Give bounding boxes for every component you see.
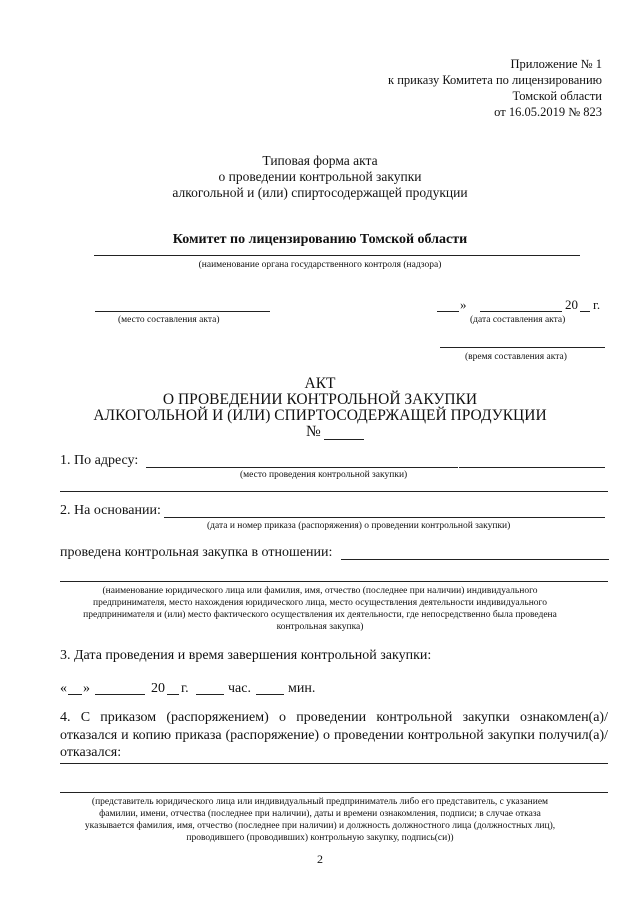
date-year-prefix: 20 [565, 297, 578, 312]
time-caption: (время составления акта) [465, 352, 567, 362]
date-month-field[interactable] [480, 311, 562, 312]
item1-address-line-2[interactable] [60, 491, 608, 492]
item1-address-field[interactable] [146, 467, 458, 468]
date-year-field[interactable] [580, 311, 590, 312]
act-title-line-3: АЛКОГОЛЬНОЙ И (ИЛИ) СПИРТОСОДЕРЖАЩЕЙ ПРОДУКЦИИ [93, 407, 547, 424]
item3-year-field[interactable] [167, 694, 179, 695]
appendix-line-4: от 16.05.2019 № 823 [494, 105, 602, 119]
item3-close-quote: » [83, 681, 90, 696]
item3-month-field[interactable] [95, 694, 145, 695]
item4-text: 4. С приказом (распоряжением) о проведении контрольной закупки ознакомлен(а)/отказался и копию приказа (распоряжение) о проведении контрольной закупки получил(а)/отказался: [60, 710, 608, 760]
item3-minutes-field[interactable] [256, 694, 284, 695]
place-caption: (место составления акта) [118, 315, 220, 325]
item3-day-field[interactable] [68, 694, 82, 695]
appendix-line-2: к приказу Комитета по лицензированию [388, 73, 602, 87]
date-day-field[interactable] [437, 311, 459, 312]
date-caption: (дата составления акта) [470, 315, 566, 325]
authority-caption: (наименование органа государственного контроля (надзора) [198, 260, 442, 270]
item3-hours-label: час. [228, 681, 251, 696]
conducted-caption-4: контрольная закупка) [276, 622, 364, 632]
item4-caption-3: указывается фамилия, имя, отчество (последнее при наличии) и должность должностного лица (должностных лиц), [84, 821, 556, 831]
act-title-line-2: О ПРОВЕДЕНИИ КОНТРОЛЬНОЙ ЗАКУПКИ [162, 391, 478, 408]
appendix-line-1: Приложение № 1 [510, 57, 602, 71]
item3-hours-field[interactable] [196, 694, 224, 695]
form-title-line-2: о проведении контрольной закупки [218, 169, 422, 184]
conducted-label: проведена контрольная закупка в отношении: [60, 545, 333, 560]
authority-underline [94, 255, 580, 256]
item3-year-prefix: 20 [151, 681, 165, 696]
item2-caption: (дата и номер приказа (распоряжения) о проведении контрольной закупки) [207, 521, 511, 531]
item2-label: 2. На основании: [60, 503, 161, 518]
item4-caption-2: фамилии, имени, отчества (последнее при наличии), даты и времени ознакомления, подписи; в случае отказа [99, 809, 541, 819]
item4-caption-4: проводившего (проводивших) контрольную закупку, подпись(си)) [186, 833, 454, 843]
form-title-line-1: Типовая форма акта [262, 153, 378, 168]
form-title-line-3: алкогольной и (или) спиртосодержащей продукции [172, 185, 468, 200]
page-number: 2 [317, 852, 323, 866]
place-field[interactable] [95, 311, 270, 312]
item3-open-quote: « [60, 681, 67, 696]
item3-year-suffix: г. [181, 681, 189, 696]
time-field[interactable] [440, 347, 605, 348]
item4-caption-1: (представитель юридического лица или индивидуальный предприниматель либо его представитель, с указанием [91, 797, 549, 807]
item1-label: 1. По адресу: [60, 453, 139, 468]
item3-label: 3. Дата проведения и время завершения контрольной закупки: [60, 648, 432, 663]
item2-basis-field[interactable] [164, 517, 605, 518]
date-close-quote: » [460, 297, 467, 312]
conducted-target-line-2[interactable] [60, 581, 608, 582]
act-number-label: № [306, 423, 321, 440]
authority-name: Комитет по лицензированию Томской области [172, 232, 468, 247]
conducted-caption-2: предпринимателя, место нахождения юридического лица, место осуществления деятельности индивидуального [93, 598, 547, 608]
act-number-field[interactable] [324, 439, 364, 440]
item1-address-field-2[interactable] [459, 467, 605, 468]
conducted-caption-3: предпринимателя и (или) место фактического осуществления их деятельности, где непосредственно была проведена [83, 610, 557, 620]
item1-caption: (место проведения контрольной закупки) [240, 470, 408, 480]
act-title: АКТ [304, 375, 336, 392]
item4-line-1[interactable] [60, 763, 608, 764]
conducted-caption-1: (наименование юридического лица или фамилия, имя, отчество (последнее при наличии) индивидуального [102, 586, 538, 596]
item4-line-2[interactable] [60, 792, 608, 793]
appendix-line-3: Томской области [512, 89, 602, 103]
date-year-suffix: г. [593, 297, 601, 312]
conducted-target-field[interactable] [341, 559, 609, 560]
item3-minutes-label: мин. [288, 681, 316, 696]
